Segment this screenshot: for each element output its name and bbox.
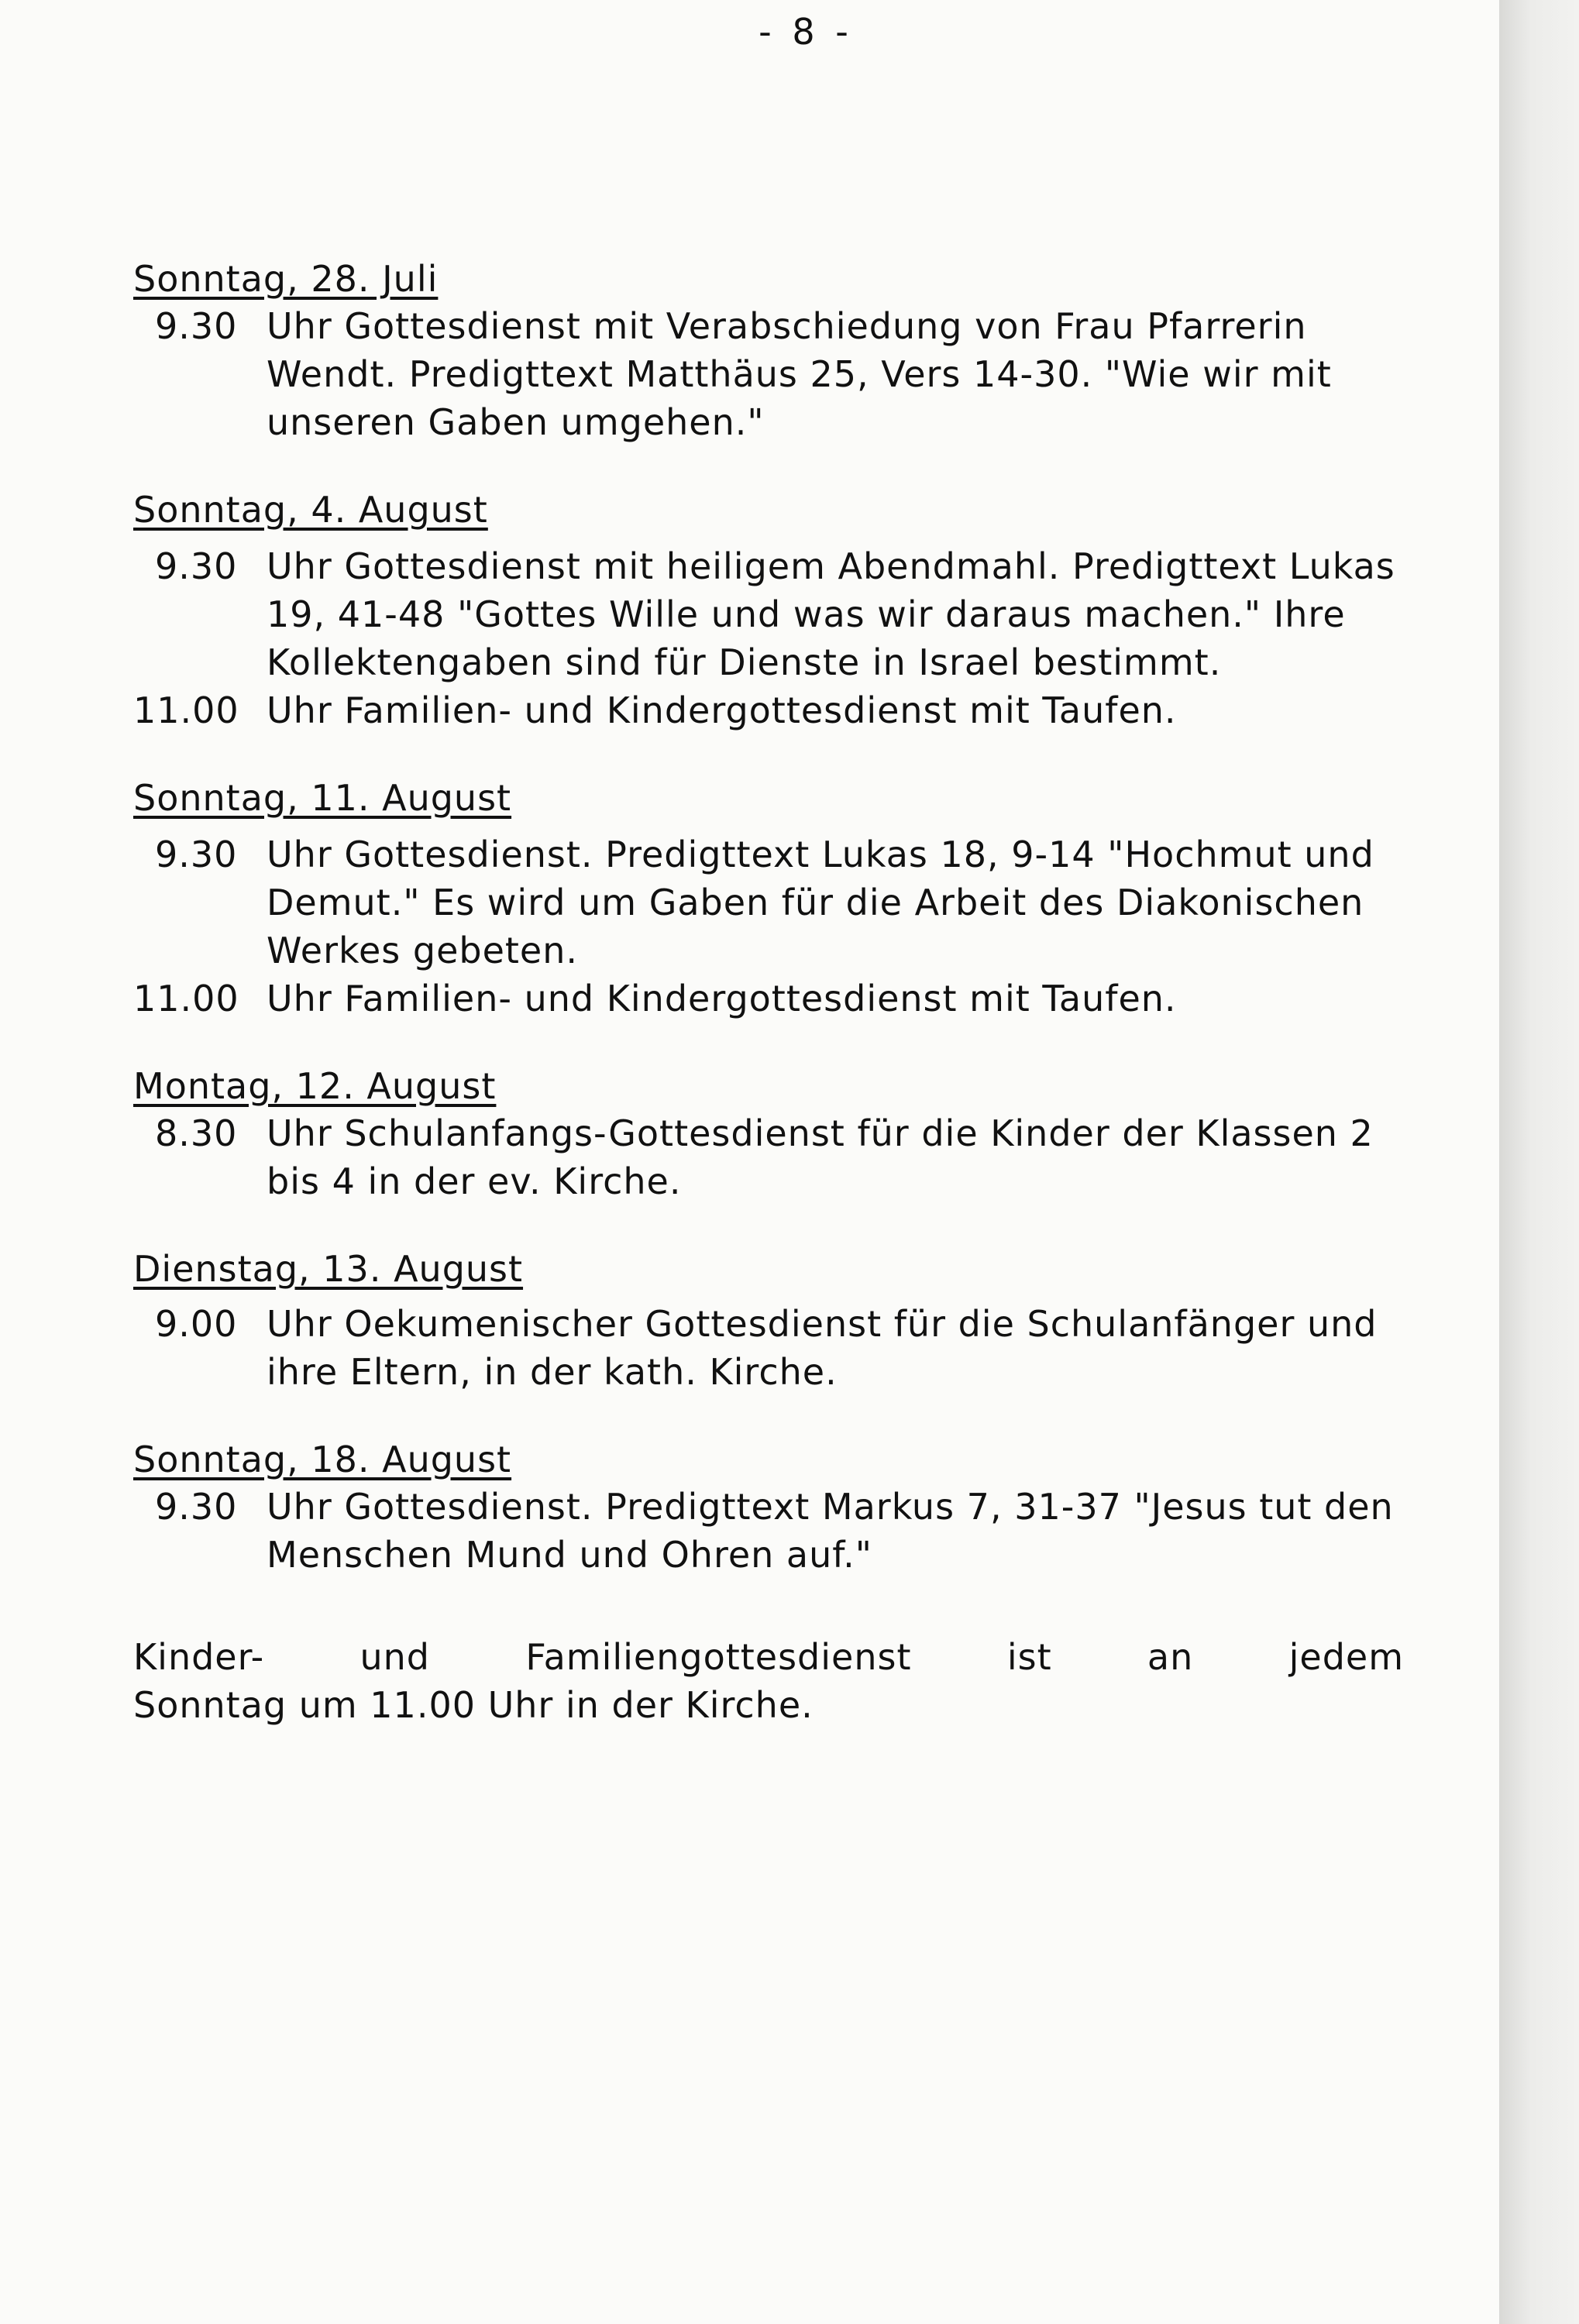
service-text: Uhr Familien- und Kindergottesdienst mit Taufen.	[267, 689, 1177, 731]
schedule	[133, 256, 1404, 1729]
schedule-entry	[133, 1436, 1404, 1579]
entry-date: Dienstag, 13. August	[133, 1248, 524, 1290]
footer-note	[133, 1633, 1404, 1729]
service-item	[133, 302, 1404, 446]
service-item	[133, 542, 1404, 686]
service-text: Uhr Gottesdienst mit heiligem Abendmahl. Predigttext Lukas 19, 41-48 "Gottes Wille und was wir daraus machen." Ihre Kollektengaben sind für Dienste in Israel bestimmt.	[267, 545, 1395, 683]
service-time: 9.30	[155, 834, 238, 875]
service-time: 9.30	[155, 305, 238, 347]
footer-note-line: Sonntag um 11.00 Uhr in der Kirche.	[133, 1684, 814, 1726]
service-time: 11.00	[133, 978, 239, 1019]
schedule-entry	[133, 775, 1404, 1023]
footer-note-line: Kinder- und Familiengottesdienst ist an jedem	[133, 1636, 1404, 1678]
service-text: Uhr Familien- und Kindergottesdienst mit Taufen.	[267, 978, 1177, 1019]
entry-date: Montag, 12. August	[133, 1065, 497, 1107]
service-time: 9.00	[155, 1303, 238, 1345]
service-time: 9.30	[155, 545, 238, 587]
schedule-entry	[133, 1246, 1404, 1396]
entry-date: Sonntag, 28. Juli	[133, 258, 439, 300]
service-item	[133, 975, 1404, 1023]
service-time: 9.30	[155, 1486, 238, 1528]
service-item	[133, 1300, 1404, 1396]
page-number: - 8 -	[759, 11, 853, 53]
service-item	[133, 686, 1404, 734]
service-text: Uhr Gottesdienst. Predigttext Lukas 18, 9-14 "Hochmut und Demut." Es wird um Gaben für die Arbeit des Diakonischen Werkes gebeten.	[267, 834, 1374, 971]
service-time: 8.30	[155, 1112, 238, 1154]
entry-date: Sonntag, 18. August	[133, 1439, 512, 1480]
service-item	[133, 1483, 1404, 1579]
entry-date: Sonntag, 11. August	[133, 777, 512, 819]
entry-date: Sonntag, 4. August	[133, 489, 488, 531]
schedule-entry	[133, 256, 1404, 446]
service-time: 11.00	[133, 689, 239, 731]
service-text: Uhr Oekumenischer Gottesdienst für die Schulanfänger und ihre Eltern, in der kath. Kirche.	[267, 1303, 1378, 1393]
schedule-entry	[133, 1063, 1404, 1205]
service-item	[133, 1109, 1404, 1205]
service-item	[133, 830, 1404, 975]
service-text: Uhr Schulanfangs-Gottesdienst für die Kinder der Klassen 2 bis 4 in der ev. Kirche.	[267, 1112, 1374, 1202]
service-text: Uhr Gottesdienst mit Verabschiedung von Frau Pfarrerin Wendt. Predigttext Matthäus 25, Vers 14-30. "Wie wir mit unseren Gaben umgehen."	[267, 305, 1332, 443]
service-text: Uhr Gottesdienst. Predigttext Markus 7, 31-37 "Jesus tut den Menschen Mund und Ohren auf."	[267, 1486, 1394, 1576]
page-edge	[1499, 0, 1579, 2324]
schedule-entry	[133, 486, 1404, 734]
